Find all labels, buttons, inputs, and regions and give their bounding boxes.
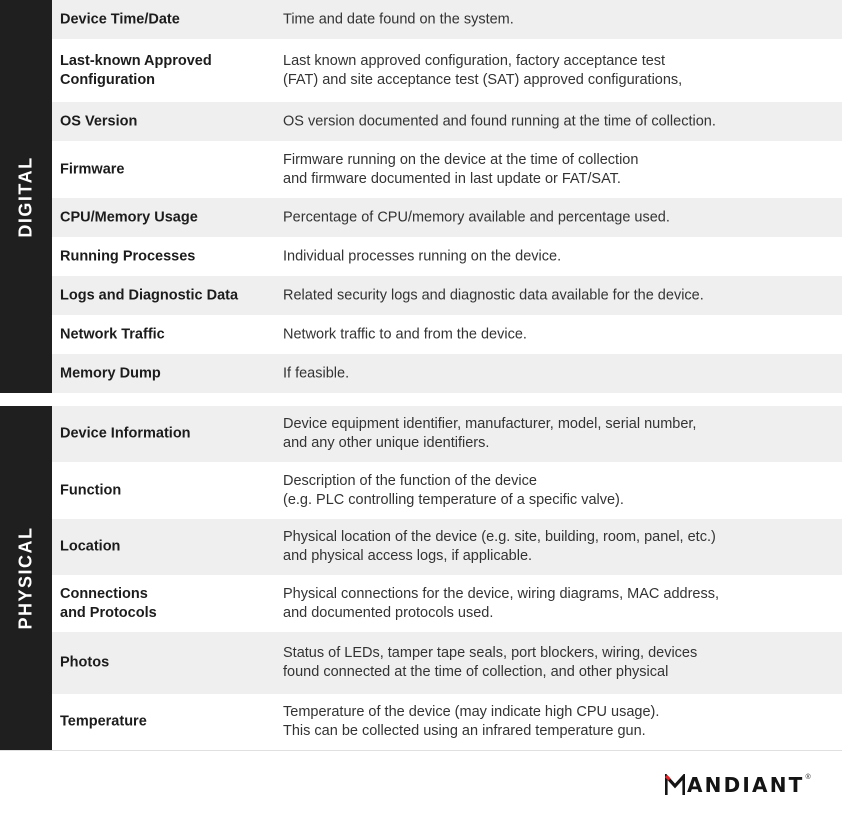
row-description (283, 247, 833, 266)
row-name (60, 247, 270, 266)
row-description (283, 472, 833, 510)
digital-row (52, 39, 842, 102)
row-description-line: OS version documented and found running at the time of collection. (283, 113, 716, 129)
digital-side-label (0, 0, 52, 393)
row-description-line: Temperature of the device (may indicate high CPU usage). (283, 704, 660, 720)
row-name-line: Function (60, 482, 122, 498)
row-description (283, 52, 833, 90)
row-description-line: and firmware documented in last update or FAT/SAT. (283, 170, 621, 187)
row-description (283, 528, 833, 566)
row-description-line: Physical location of the device (e.g. site, building, room, panel, etc.) (283, 529, 716, 545)
row-name-line: Connections (60, 585, 148, 602)
row-name (60, 52, 270, 90)
row-description (283, 112, 833, 131)
row-description-line: Last known approved configuration, factory acceptance test (283, 52, 666, 69)
digital-row (52, 141, 842, 198)
row-name-line: Running Processes (60, 248, 196, 264)
row-description (283, 703, 833, 741)
physical-row (52, 632, 842, 694)
row-name-line: Location (60, 538, 121, 555)
physical-row (52, 462, 842, 519)
row-name-line: CPU/Memory Usage (60, 209, 198, 225)
row-name-line: Network Traffic (60, 326, 165, 342)
digital-row (52, 0, 842, 39)
row-name (60, 364, 270, 383)
row-name (60, 654, 270, 673)
row-description (283, 151, 833, 189)
row-name-line: Photos (60, 654, 110, 671)
digital-section (0, 0, 842, 393)
row-description (283, 208, 833, 227)
row-name-line: and Protocols (60, 604, 157, 621)
row-description (283, 286, 833, 305)
row-description (283, 325, 833, 344)
row-name-line: Temperature (60, 713, 147, 730)
row-description-line: Time and date found on the system. (283, 11, 514, 27)
row-name (60, 10, 270, 29)
physical-row (52, 406, 842, 462)
row-description-line: Percentage of CPU/memory available and percentage used. (283, 209, 670, 225)
row-name (60, 481, 270, 500)
digital-label: DIGITAL (15, 155, 36, 238)
logo-wordmark: ANDIANT (687, 773, 805, 797)
digital-row (52, 198, 842, 237)
row-description-line: and documented protocols used. (283, 604, 494, 621)
row-name (60, 713, 270, 732)
row-name-line: Device Information (60, 425, 191, 442)
row-description-line: Firmware running on the device at the time of collection (283, 151, 639, 168)
row-name-line: Device Time/Date (60, 11, 180, 27)
row-description-line: This can be collected using an infrared temperature gun. (283, 723, 646, 739)
row-description-line: Physical connections for the device, wiring diagrams, MAC address, (283, 585, 719, 602)
row-name (60, 425, 270, 444)
trademark-symbol: ® (805, 774, 811, 781)
row-description-line: Device equipment identifier, manufacturer, model, serial number, (283, 416, 697, 432)
row-name-line: Configuration (60, 71, 156, 88)
digital-row (52, 315, 842, 354)
row-name-line: Memory Dump (60, 365, 161, 381)
row-name (60, 160, 270, 179)
mandiant-m-icon (665, 774, 685, 796)
row-name (60, 208, 270, 227)
row-description-line: and physical access logs, if applicable. (283, 548, 533, 564)
row-description (283, 10, 833, 29)
row-name-line: Firmware (60, 161, 125, 177)
row-description-line: found connected at the time of collection, and other physical (283, 664, 669, 680)
row-description-line: Network traffic to and from the device. (283, 326, 527, 342)
row-description-line: Description of the function of the device (283, 472, 537, 489)
digital-row (52, 102, 842, 141)
row-description-line: Individual processes running on the device. (283, 248, 562, 264)
physical-label: PHYSICAL (15, 526, 36, 630)
row-description-line: (FAT) and site acceptance test (SAT) approved configurations, (283, 71, 683, 88)
digital-row (52, 276, 842, 315)
row-description (283, 415, 833, 453)
physical-row (52, 694, 842, 750)
row-name (60, 325, 270, 344)
row-description (283, 644, 833, 682)
row-name (60, 112, 270, 131)
row-name-line: Last-known Approved (60, 52, 212, 69)
bottom-divider (0, 750, 842, 751)
row-description-line: Status of LEDs, tamper tape seals, port blockers, wiring, devices (283, 645, 698, 661)
row-description (283, 364, 833, 383)
mandiant-logo (665, 770, 811, 800)
digital-row (52, 237, 842, 276)
physical-section (0, 406, 842, 750)
row-name-line: Logs and Diagnostic Data (60, 287, 239, 303)
digital-row (52, 354, 842, 393)
row-description (283, 585, 833, 623)
row-description-line: (e.g. PLC controlling temperature of a specific valve). (283, 491, 624, 508)
physical-row (52, 519, 842, 575)
physical-side-label (0, 406, 52, 750)
row-description-line: Related security logs and diagnostic data available for the device. (283, 287, 704, 303)
row-name-line: OS Version (60, 113, 138, 129)
row-name (60, 286, 270, 305)
row-description-line: If feasible. (283, 365, 350, 381)
row-description-line: and any other unique identifiers. (283, 435, 490, 451)
row-name (60, 585, 270, 623)
row-name (60, 538, 270, 557)
physical-row (52, 575, 842, 632)
